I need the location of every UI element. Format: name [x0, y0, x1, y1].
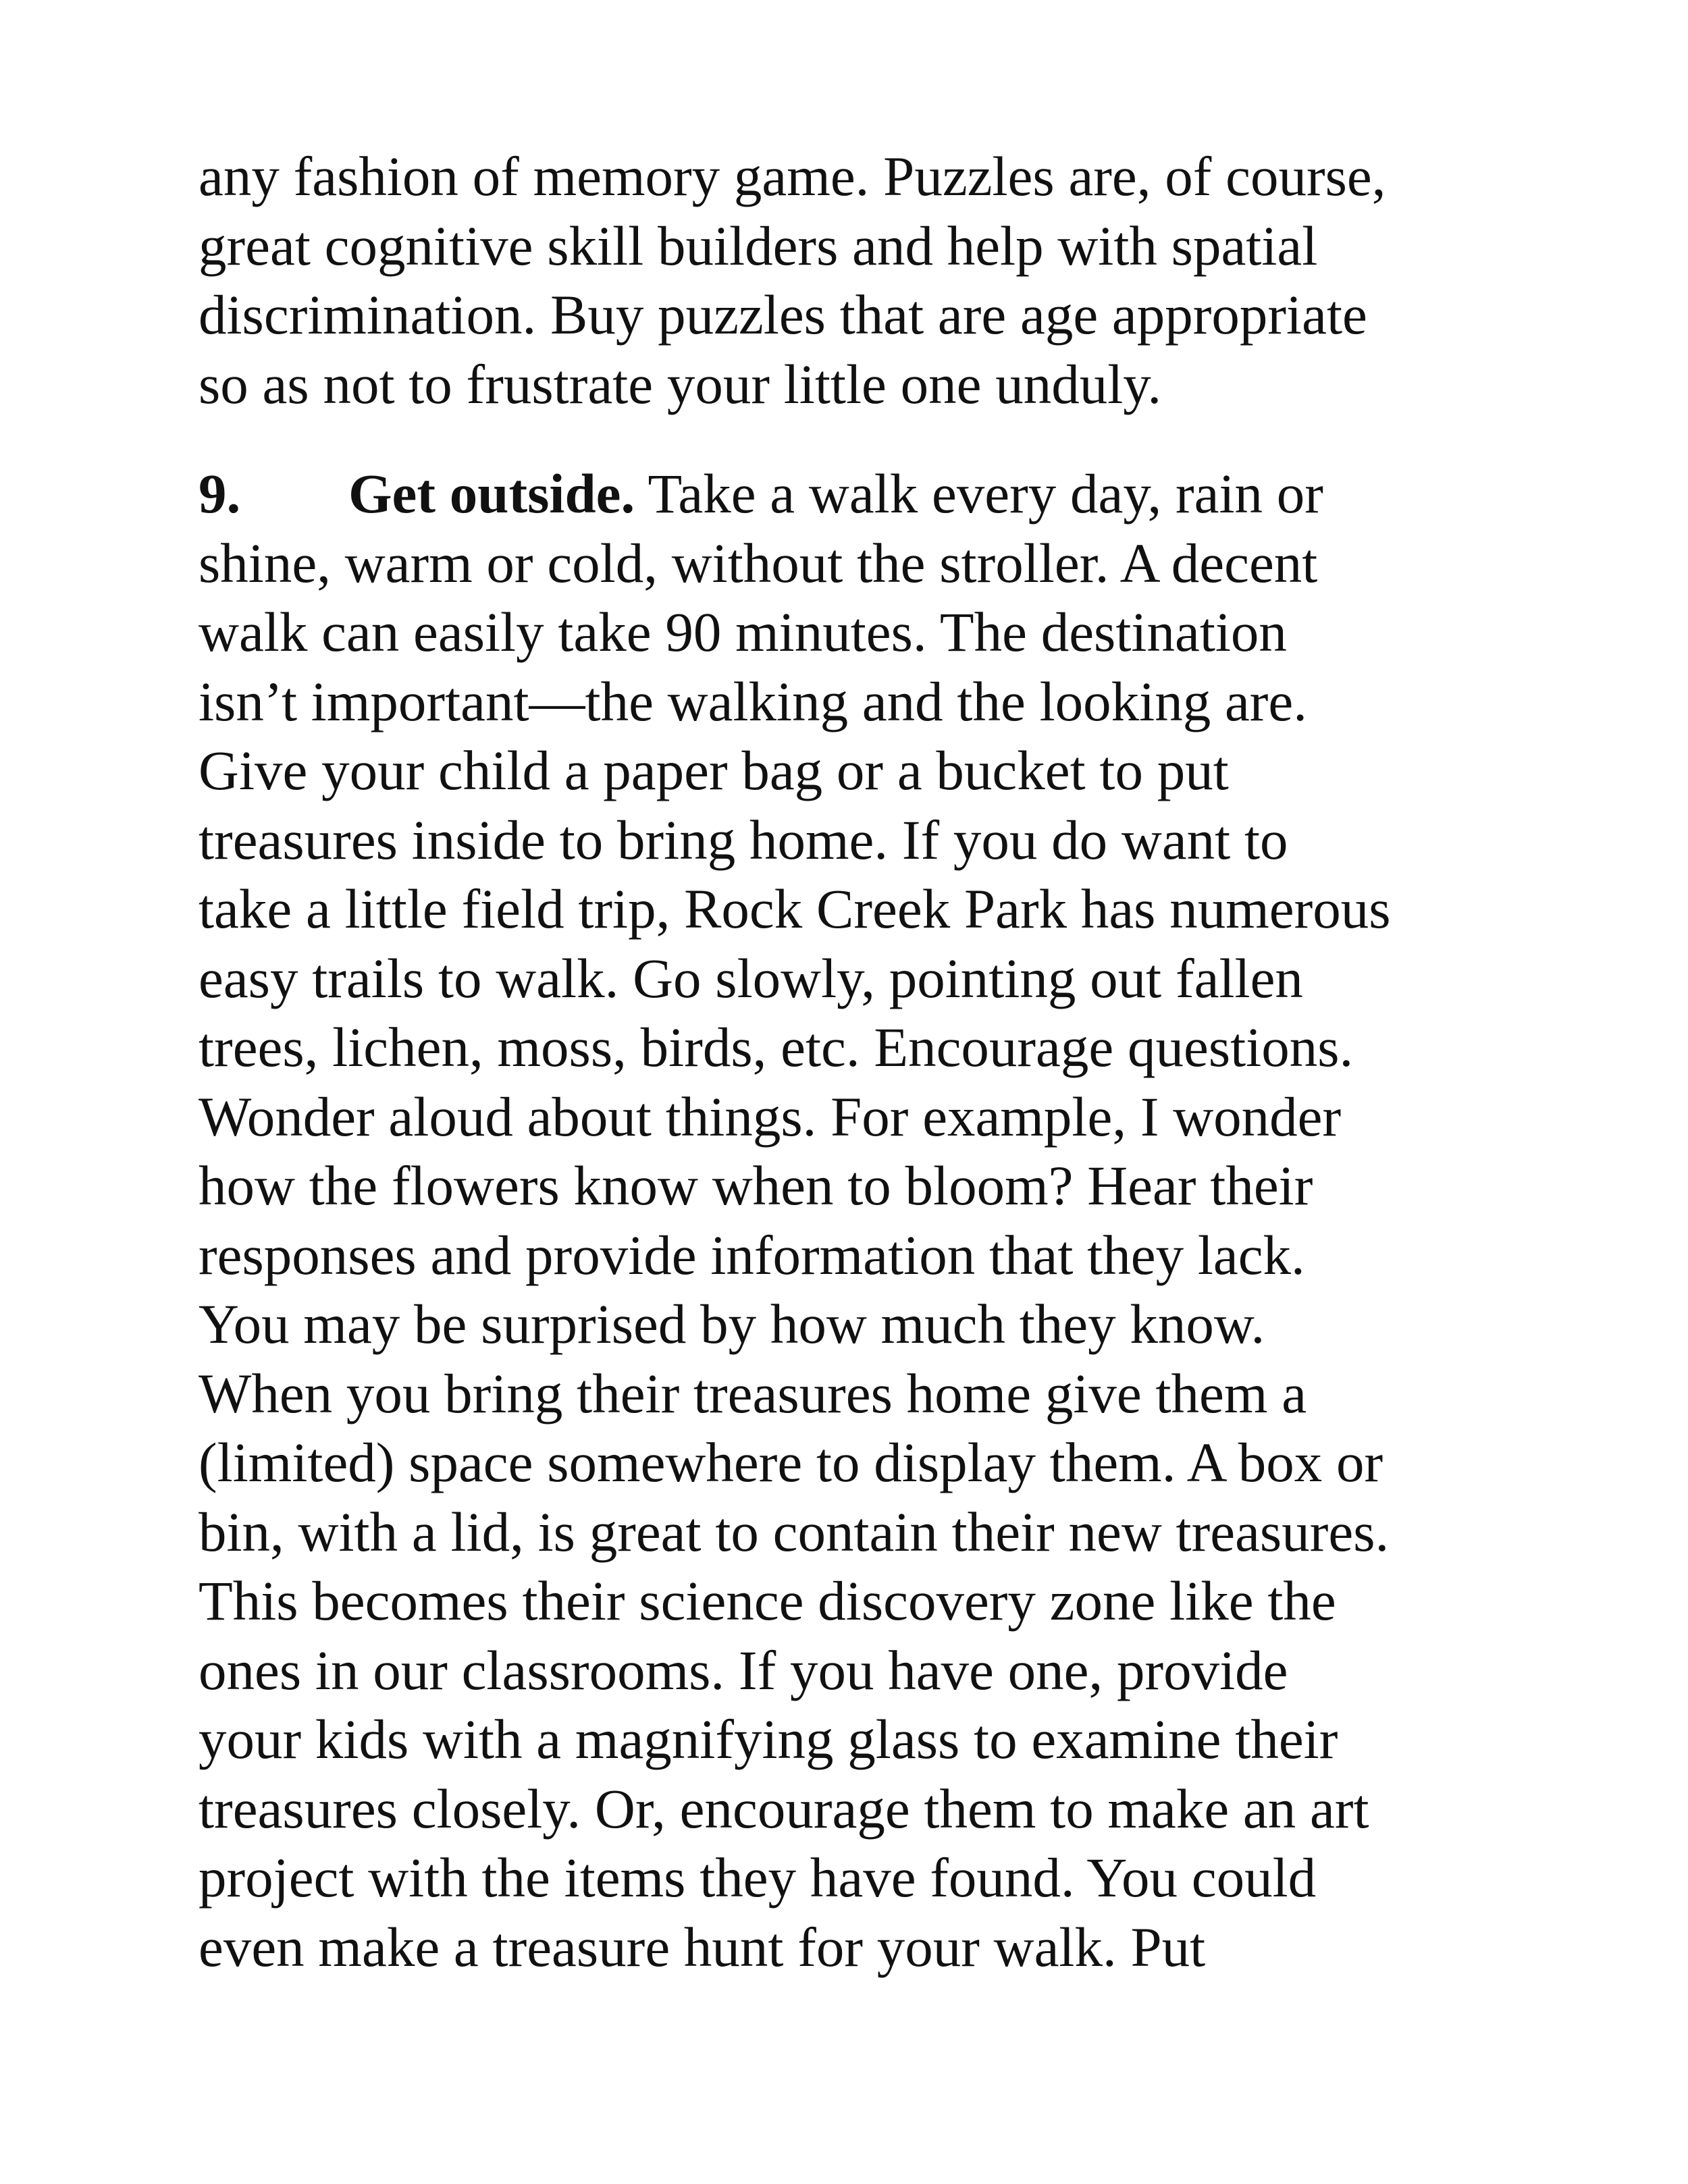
- text-line: treasures inside to bring home. If you do want to: [199, 808, 1288, 871]
- text-line: take a little field trip, Rock Creek Park has numerous: [199, 878, 1391, 940]
- text-line: bin, with a lid, is great to contain their new treasures.: [199, 1500, 1390, 1563]
- paragraph-puzzles: [199, 142, 1522, 419]
- list-item-heading: Get outside.: [348, 462, 635, 525]
- text-line: isn’t important—the walking and the looking are.: [199, 670, 1308, 733]
- text-line: so as not to frustrate your little one unduly.: [199, 352, 1162, 415]
- text-line: easy trails to walk. Go slowly, pointing out fallen: [199, 947, 1303, 1009]
- list-item-number: 9.: [199, 462, 241, 525]
- text-line: walk can easily take 90 minutes. The destination: [199, 601, 1287, 663]
- text-line: project with the items they have found. You could: [199, 1846, 1317, 1909]
- text-line: any fashion of memory game. Puzzles are, of course,: [199, 145, 1386, 207]
- text-line: trees, lichen, moss, birds, etc. Encourage questions.: [199, 1016, 1354, 1078]
- text-line: Wonder aloud about things. For example, I wonder: [199, 1085, 1342, 1148]
- text-line: great cognitive skill builders and help with spatial: [199, 214, 1318, 277]
- text-line: your kids with a magnifying glass to examine their: [199, 1708, 1338, 1770]
- list-item-get-outside: [199, 459, 1522, 1981]
- text-line: treasures closely. Or, encourage them to make an art: [199, 1777, 1369, 1840]
- text-line: (limited) space somewhere to display them. A box or: [199, 1431, 1383, 1493]
- text-line: You may be surprised by how much they know.: [199, 1293, 1265, 1355]
- text-line: ones in our classrooms. If you have one, provide: [199, 1639, 1288, 1701]
- text-fragment: Take a walk every day, rain or: [635, 462, 1323, 525]
- text-line: Give your child a paper bag or a bucket to put: [199, 739, 1229, 801]
- text-line: even make a treasure hunt for your walk. Put: [199, 1915, 1206, 1978]
- text-line: responses and provide information that they lack.: [199, 1223, 1305, 1286]
- text-line: how the flowers know when to bloom? Hear their: [199, 1154, 1313, 1217]
- text-line: shine, warm or cold, without the stroller. A decent: [199, 531, 1318, 594]
- text-line: When you bring their treasures home give them a: [199, 1362, 1307, 1424]
- text-line: This becomes their science discovery zone like the: [199, 1570, 1336, 1632]
- list-item-first-line: [199, 459, 1522, 529]
- text-line: discrimination. Buy puzzles that are age appropriate: [199, 284, 1367, 346]
